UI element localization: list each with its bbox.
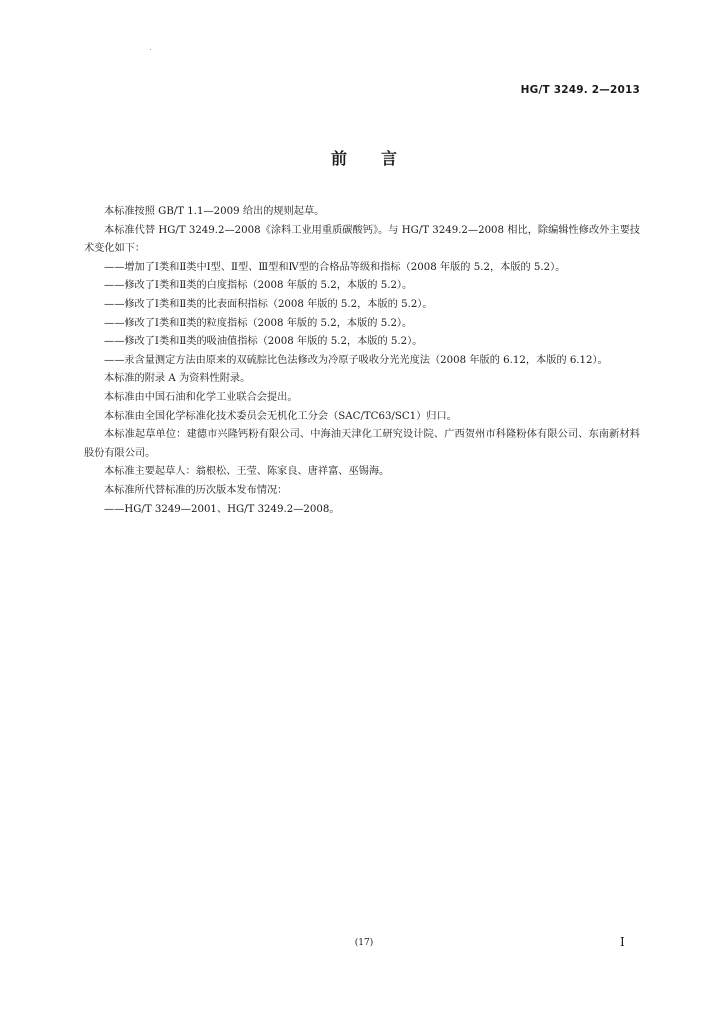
paragraph-jurisdiction: 本标准由全国化学标准化技术委员会无机化工分会（SAC/TC63/SC1）归口。: [104, 410, 457, 422]
paragraph-proposed-by: 本标准由中国石油和化学工业联合会提出。: [104, 391, 298, 403]
paragraph-drafters: 本标准主要起草人：翁根松、王莹、陈家良、唐祥富、巫锡海。: [104, 466, 390, 478]
change-item-surface-area: ——修改了Ⅰ类和Ⅱ类的比表面积指标（2008 年版的 5.2，本版的 5.2）。: [104, 298, 433, 310]
roman-page-mark: Ⅰ: [620, 935, 625, 949]
change-item-oil-absorption: ——修改了Ⅰ类和Ⅱ类的吸油值指标（2008 年版的 5.2，本版的 5.2）。: [104, 336, 423, 348]
paragraph-drafting-rules: 本标准按照 GB/T 1.1—2009 给出的规则起草。: [104, 206, 325, 217]
history-item: ——HG/T 3249—2001、HG/T 3249.2—2008。: [104, 503, 340, 515]
change-item-grades: ——增加了Ⅰ类和Ⅱ类中Ⅰ型、Ⅱ型、Ⅲ型和Ⅳ型的合格品等级和指标（2008 年版的 5.2，本版的 5.2）。: [104, 261, 566, 273]
paragraph-replacement: 本标准代替 HG/T 3249.2—2008《涂料工业用重质碳酸钙》。与 HG/T 3249.2—2008 相比，除编辑性修改外主要技术变化如下：: [84, 224, 640, 255]
paragraph-drafting-units: 本标准起草单位：建德市兴隆钙粉有限公司、中海油天津化工研究设计院、广西贺州市科隆粉体有限公司、东南新材料股份有限公司。: [84, 429, 640, 459]
page-title: 前言: [330, 149, 431, 168]
change-item-mercury-method: ——汞含量测定方法由原来的双硫腙比色法修改为冷原子吸收分光光度法（2008 年版的 6.12，本版的 6.12）。: [104, 354, 608, 366]
page-number: (17): [354, 938, 374, 948]
paragraph-history: 本标准所代替标准的历次版本发布情况：: [104, 484, 288, 496]
change-item-whiteness: ——修改了Ⅰ类和Ⅱ类的白度指标（2008 年版的 5.2，本版的 5.2）。: [104, 280, 413, 292]
standard-code: HG/T 3249. 2—2013: [520, 84, 640, 96]
change-item-particle-size: ——修改了Ⅰ类和Ⅱ类的粒度指标（2008 年版的 5.2，本版的 5.2）。: [104, 317, 413, 329]
paragraph-annex: 本标准的附录 A 为资料性附录。: [104, 373, 251, 385]
foreword-body: [84, 203, 640, 519]
scan-speck: [150, 49, 151, 50]
